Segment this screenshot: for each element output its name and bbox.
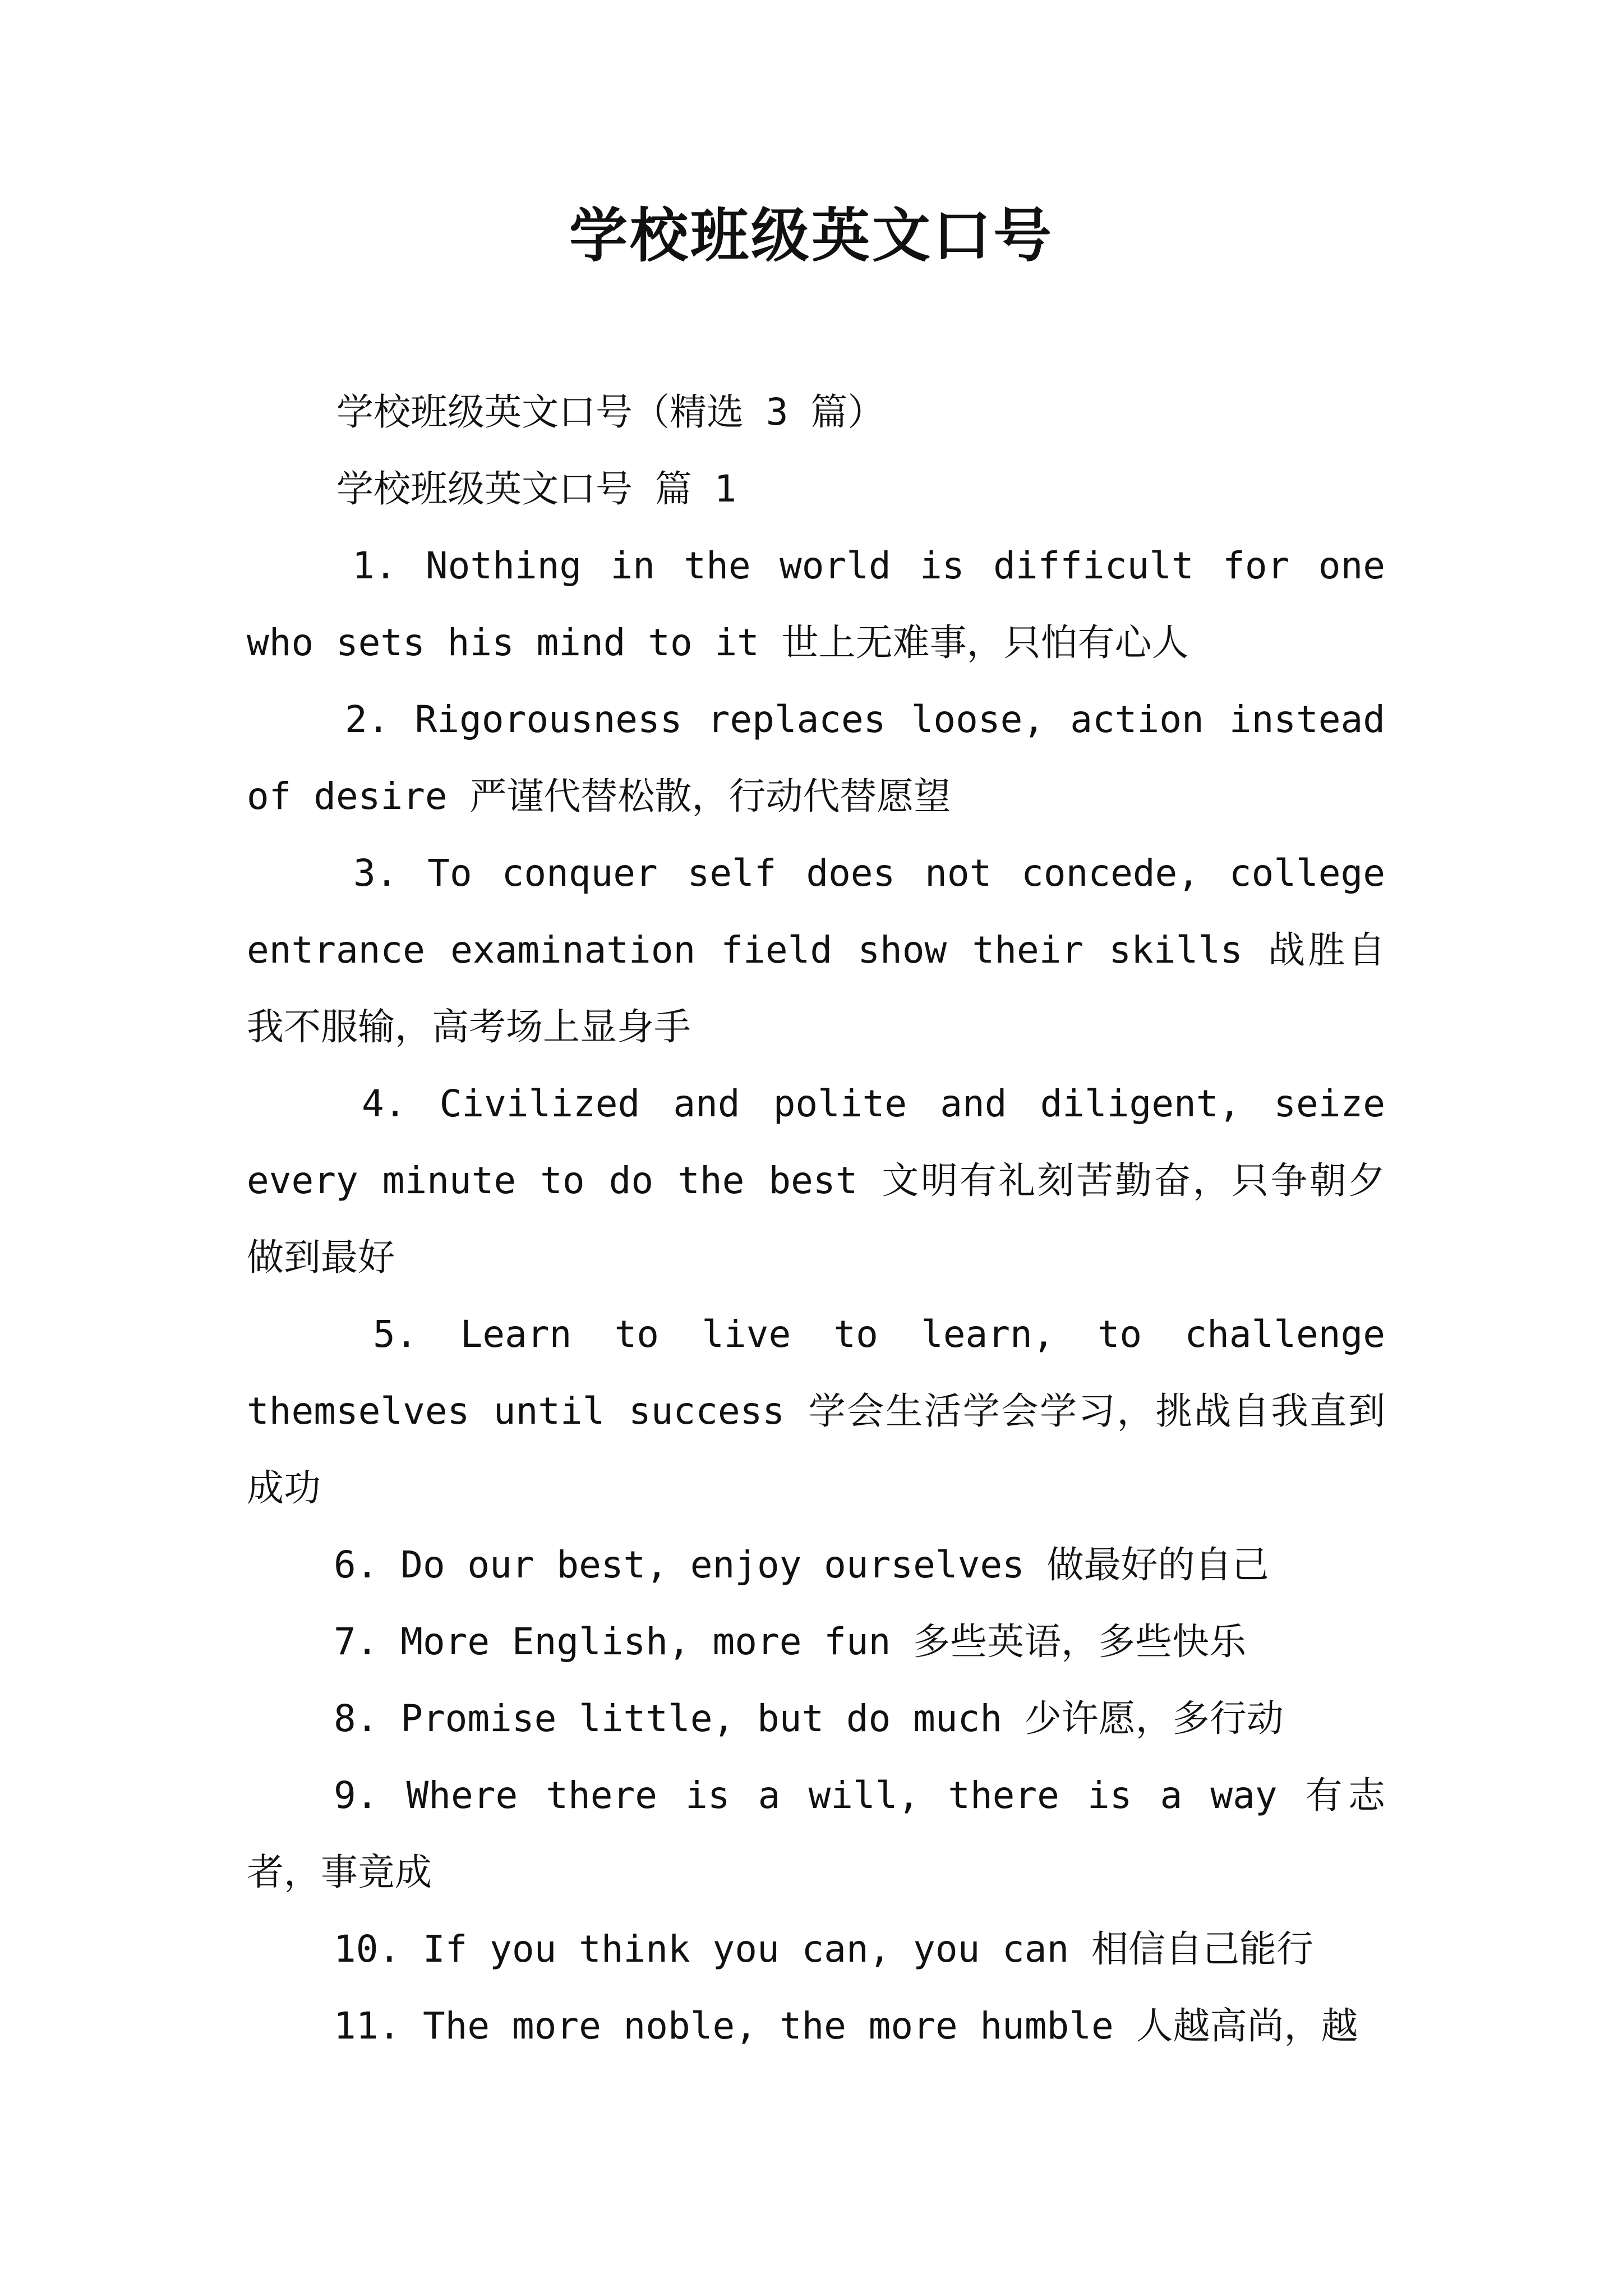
slogan-item: 5. Learn to live to learn, to challenge themselves until success 学会生活学会学习，挑战自我直到成功	[247, 1313, 1385, 1510]
document-title: 学校班级英文口号	[569, 201, 1054, 270]
slogan-item: 10. If you think you can, you can 相信自己能行	[334, 1927, 1314, 1971]
slogan-item: 4. Civilized and polite and diligent, seize every minute to do the best 文明有礼刻苦勤奋，只争朝夕做到最好	[247, 1082, 1385, 1279]
slogan-item: 11. The more noble, the more humble 人越高尚，越	[334, 2004, 1358, 2047]
slogan-item: 8. Promise little, but do much 少许愿，多行动	[334, 1697, 1284, 1740]
document-body	[247, 374, 1385, 2064]
section-heading: 学校班级英文口号 篇 1	[336, 467, 737, 510]
document-subtitle: 学校班级英文口号（精选 3 篇）	[336, 390, 885, 434]
slogan-item: 3. To conquer self does not concede, college entrance examination field show their skills 战胜自我不服输，高考场上显身手	[247, 852, 1385, 1048]
slogan-item: 7. More English, more fun 多些英语，多些快乐	[334, 1620, 1247, 1663]
slogan-item: 1. Nothing in the world is difficult for one who sets his mind to it 世上无难事，只怕有心人	[247, 544, 1385, 664]
slogan-item: 9. Where there is a will, there is a way 有志者，事竟成	[247, 1774, 1385, 1894]
slogan-item: 6. Do our best, enjoy ourselves 做最好的自己	[334, 1543, 1269, 1586]
slogan-item: 2. Rigorousness replaces loose, action instead of desire 严谨代替松散，行动代替愿望	[247, 698, 1385, 818]
